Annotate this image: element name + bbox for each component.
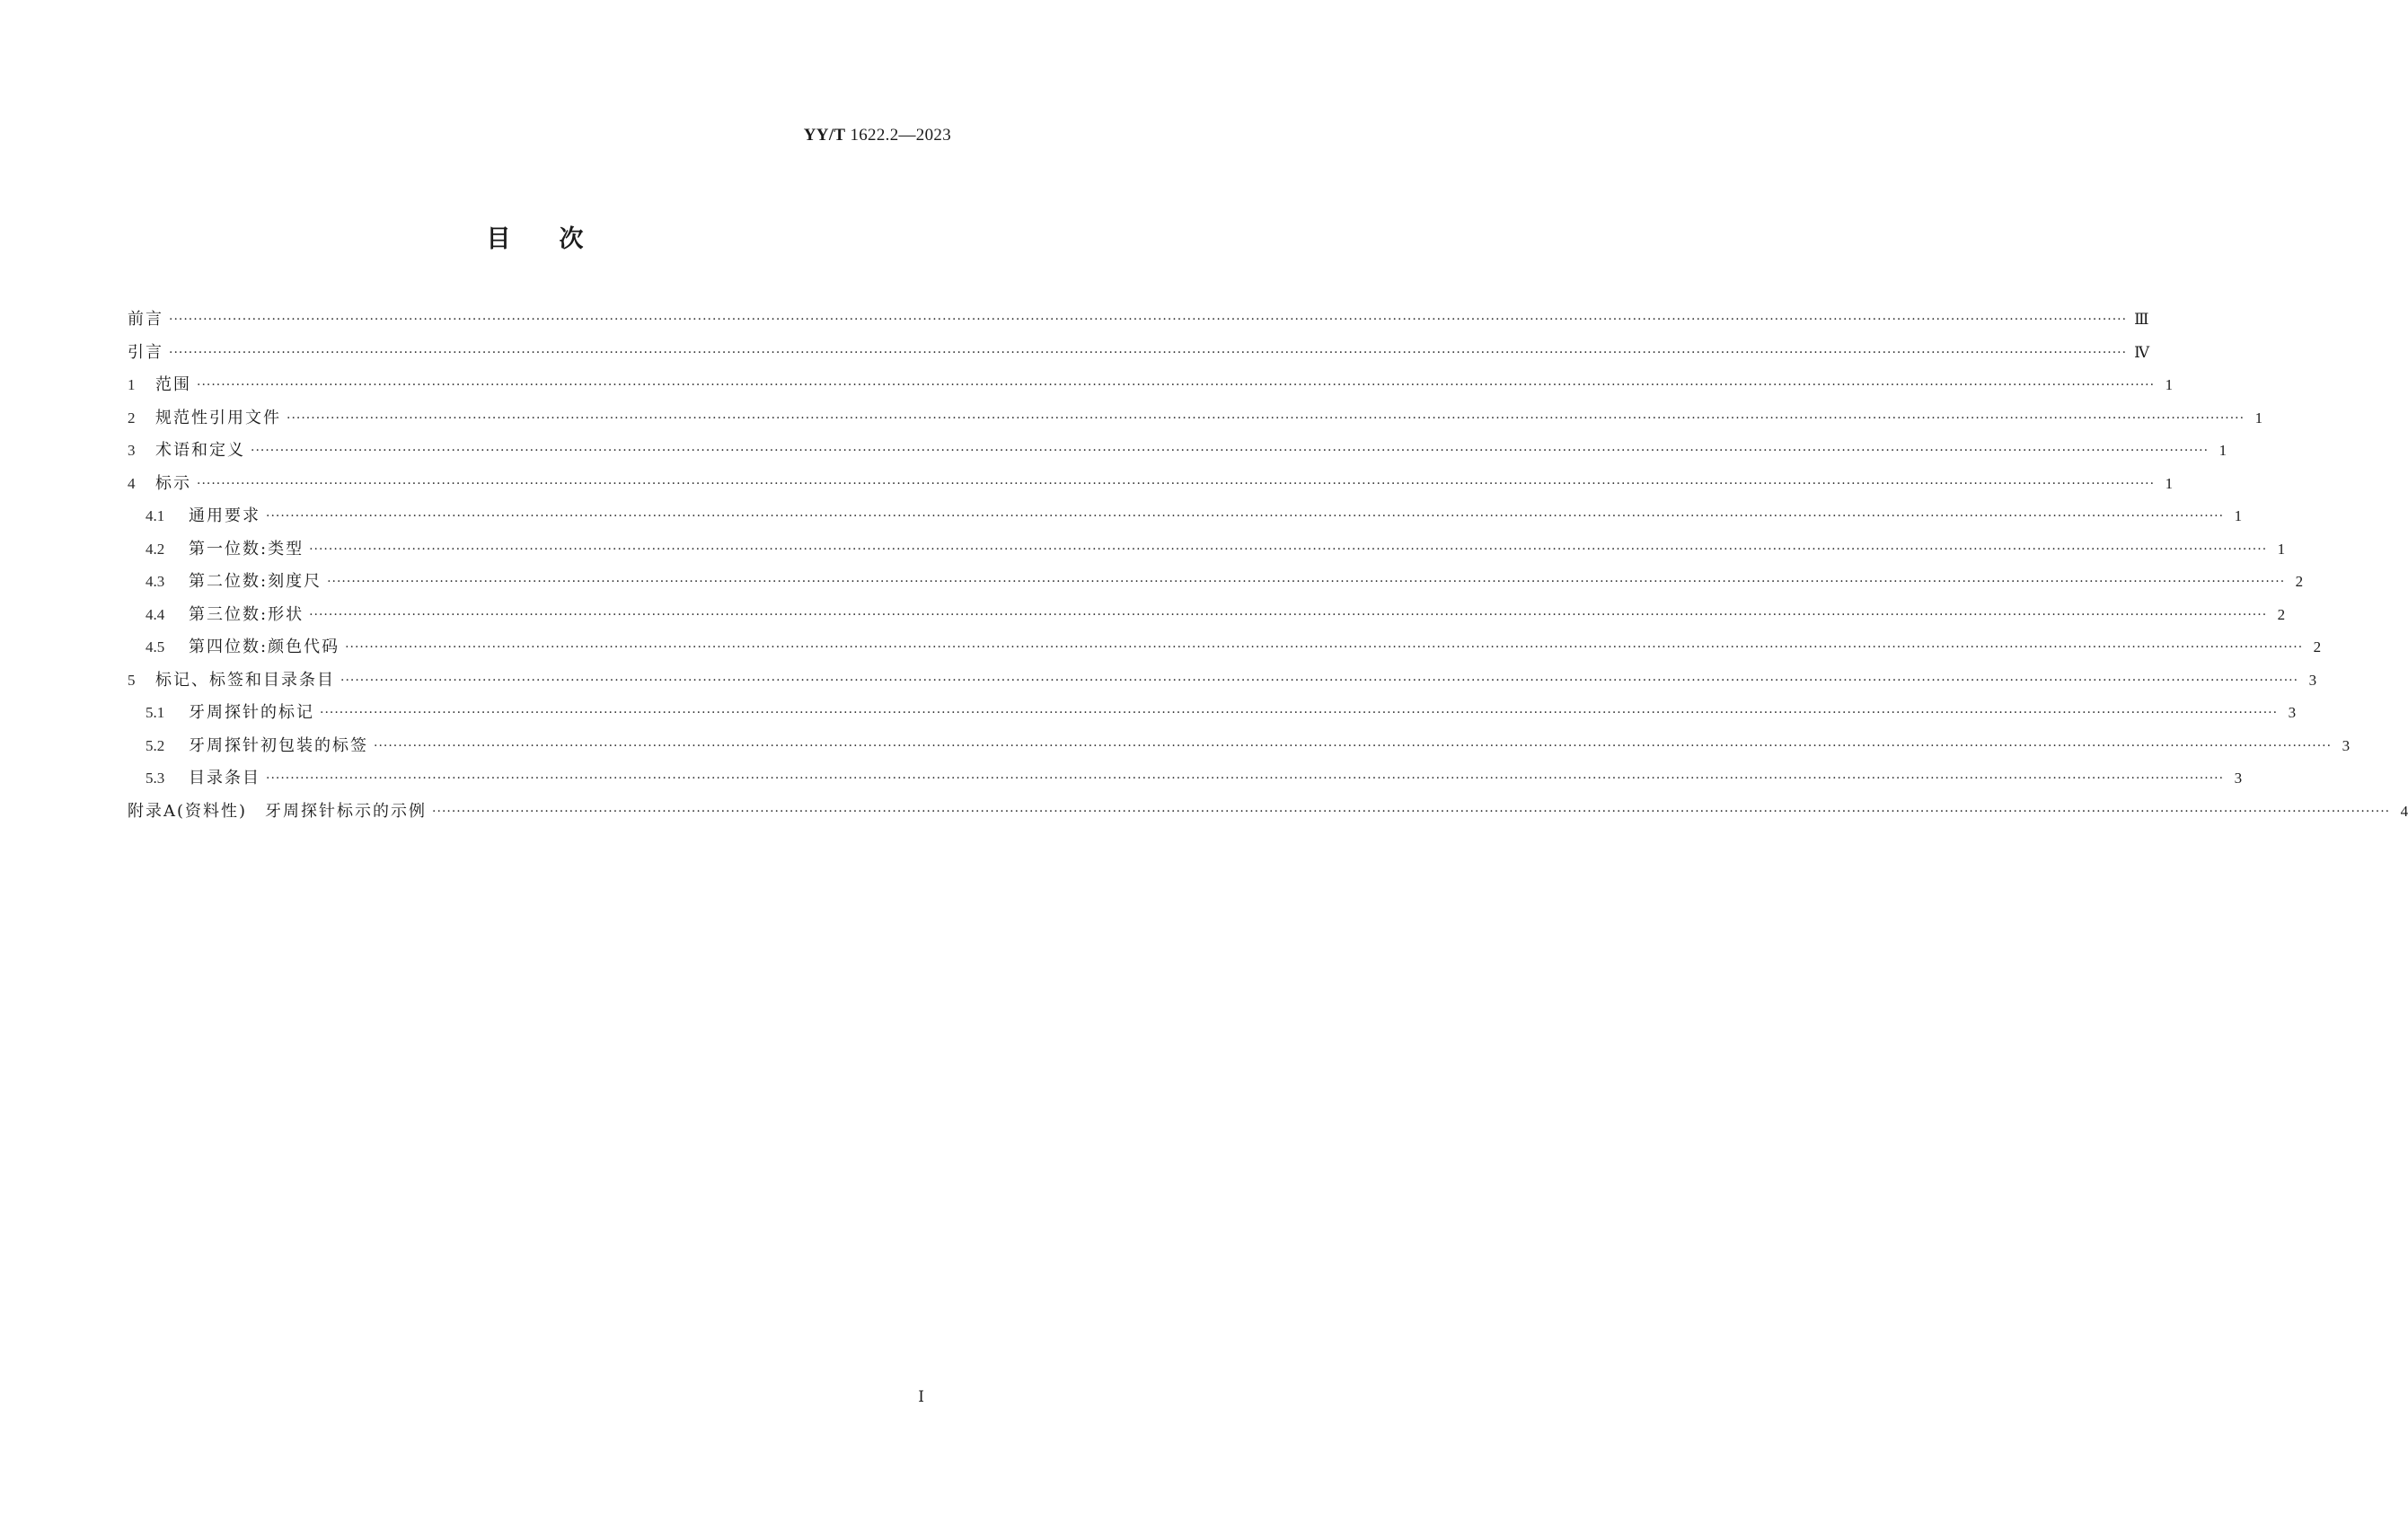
toc-entry-title: 范围 — [155, 375, 191, 395]
toc-entry[interactable] — [128, 533, 2286, 567]
table-of-contents — [128, 303, 2408, 828]
toc-entry-title: 牙周探针的标记 — [189, 703, 314, 723]
toc-entry-number: 1 — [128, 376, 136, 394]
toc-entry-title: 第二位数:刻度尺 — [189, 572, 322, 592]
toc-dot-leader: ················································································································································································································································································································································································································ — [266, 509, 2225, 524]
toc-entry-number: 4 — [128, 474, 136, 492]
toc-entry-page: 1 — [2165, 376, 2174, 394]
toc-entry-page: 1 — [2234, 507, 2243, 525]
toc-dot-leader: ················································································································································································································································································································································································································ — [169, 345, 2128, 360]
toc-entry-number: 5 — [128, 671, 136, 689]
toc-entry-page: 4 — [2400, 802, 2408, 820]
toc-entry[interactable] — [128, 730, 2351, 763]
toc-entry[interactable] — [128, 402, 2263, 435]
toc-entry-title: 标示 — [155, 473, 191, 493]
page-number: Ⅰ — [918, 1388, 924, 1405]
toc-entry-title: 第三位数:形状 — [189, 604, 304, 624]
toc-entry-number: 2 — [128, 409, 136, 427]
toc-dot-leader: ················································································································································································································································································································································································································ — [374, 738, 2333, 753]
toc-entry-page: 1 — [2165, 474, 2174, 492]
toc-entry-page: 3 — [2308, 671, 2317, 689]
toc-entry[interactable] — [128, 369, 2174, 402]
toc-dot-leader: ················································································································································································································································································································································································································ — [340, 673, 2299, 688]
toc-entry-title: 第一位数:类型 — [189, 539, 304, 559]
toc-entry-page: 1 — [2218, 442, 2227, 460]
toc-dot-leader: ················································································································································································································································································································································································································ — [309, 541, 2268, 557]
standard-code-number: 1622.2—2023 — [845, 126, 951, 145]
toc-entry-page: 2 — [2277, 605, 2286, 623]
standard-code-prefix: YY/T — [803, 126, 846, 145]
toc-entry[interactable] — [128, 796, 2408, 829]
toc-entry-page: 3 — [2234, 770, 2243, 787]
toc-dot-leader: ················································································································································································································································································································································································································ — [345, 640, 2304, 655]
toc-entry-title: 引言 — [128, 342, 163, 362]
toc-entry[interactable] — [128, 599, 2286, 632]
toc-dot-leader: ················································································································································································································································································································································································································ — [287, 410, 2245, 426]
toc-dot-leader: ················································································································································································································································································································································································································ — [309, 607, 2268, 622]
toc-dot-leader: ················································································································································································································································································································································································································ — [432, 804, 2391, 819]
toc-entry-title: 术语和定义 — [155, 441, 245, 461]
toc-entry-number: 5.3 — [146, 770, 165, 787]
toc-entry-page: 3 — [2288, 704, 2297, 722]
toc-entry-title: 附录A(资料性) 牙周探针标示的示例 — [128, 801, 428, 821]
toc-entry[interactable] — [128, 303, 2149, 337]
toc-entry-number: 4.4 — [146, 605, 165, 623]
toc-dot-leader: ················································································································································································································································································································································································································ — [327, 575, 2286, 590]
toc-dot-leader: ················································································································································································································································································································································································································ — [251, 444, 2210, 459]
toc-entry-page: 2 — [2313, 638, 2322, 656]
toc-entry[interactable] — [128, 664, 2317, 698]
toc-dot-leader: ················································································································································································································································································································································································································ — [169, 312, 2128, 328]
toc-entry-title: 牙周探针初包装的标签 — [189, 735, 368, 755]
toc-entry-title: 目录条目 — [189, 769, 260, 788]
toc-entry-number: 4.3 — [146, 573, 165, 591]
toc-entry-title: 规范性引用文件 — [155, 408, 281, 427]
toc-entry-number: 5.2 — [146, 736, 165, 754]
toc-dot-leader: ················································································································································································································································································································································································································ — [320, 706, 2279, 721]
toc-entry[interactable] — [128, 337, 2150, 370]
toc-entry-title: 第四位数:颜色代码 — [189, 638, 340, 657]
toc-entry-page: Ⅳ — [2134, 343, 2150, 361]
toc-entry[interactable] — [128, 500, 2243, 533]
toc-entry-number: 4.2 — [146, 540, 165, 558]
toc-entry-number: 5.1 — [146, 704, 165, 722]
toc-entry[interactable] — [128, 697, 2297, 730]
toc-dot-leader: ················································································································································································································································································································································································································ — [266, 771, 2225, 787]
toc-entry[interactable] — [128, 631, 2322, 664]
toc-entry-title: 通用要求 — [189, 506, 260, 526]
toc-entry[interactable] — [128, 468, 2174, 501]
toc-entry-page: 3 — [2342, 736, 2351, 754]
toc-title: 目次 — [486, 225, 632, 253]
toc-entry[interactable] — [128, 762, 2243, 796]
toc-entry[interactable] — [128, 566, 2304, 599]
toc-entry-number: 4.1 — [146, 507, 165, 525]
toc-dot-leader: ················································································································································································································································································································································································································ — [197, 476, 2156, 491]
toc-entry-page: 1 — [2254, 409, 2263, 427]
standard-code — [804, 126, 951, 145]
toc-entry-page: Ⅲ — [2134, 311, 2149, 329]
toc-entry-number: 3 — [128, 442, 136, 460]
toc-entry-title: 标记、标签和目录条目 — [155, 670, 335, 690]
toc-entry-page: 2 — [2295, 573, 2304, 591]
toc-entry-number: 4.5 — [146, 638, 165, 656]
toc-entry[interactable] — [128, 435, 2227, 468]
toc-dot-leader: ················································································································································································································································································································································································································ — [197, 378, 2156, 393]
toc-entry-page: 1 — [2277, 540, 2286, 558]
toc-entry-title: 前言 — [128, 310, 163, 330]
